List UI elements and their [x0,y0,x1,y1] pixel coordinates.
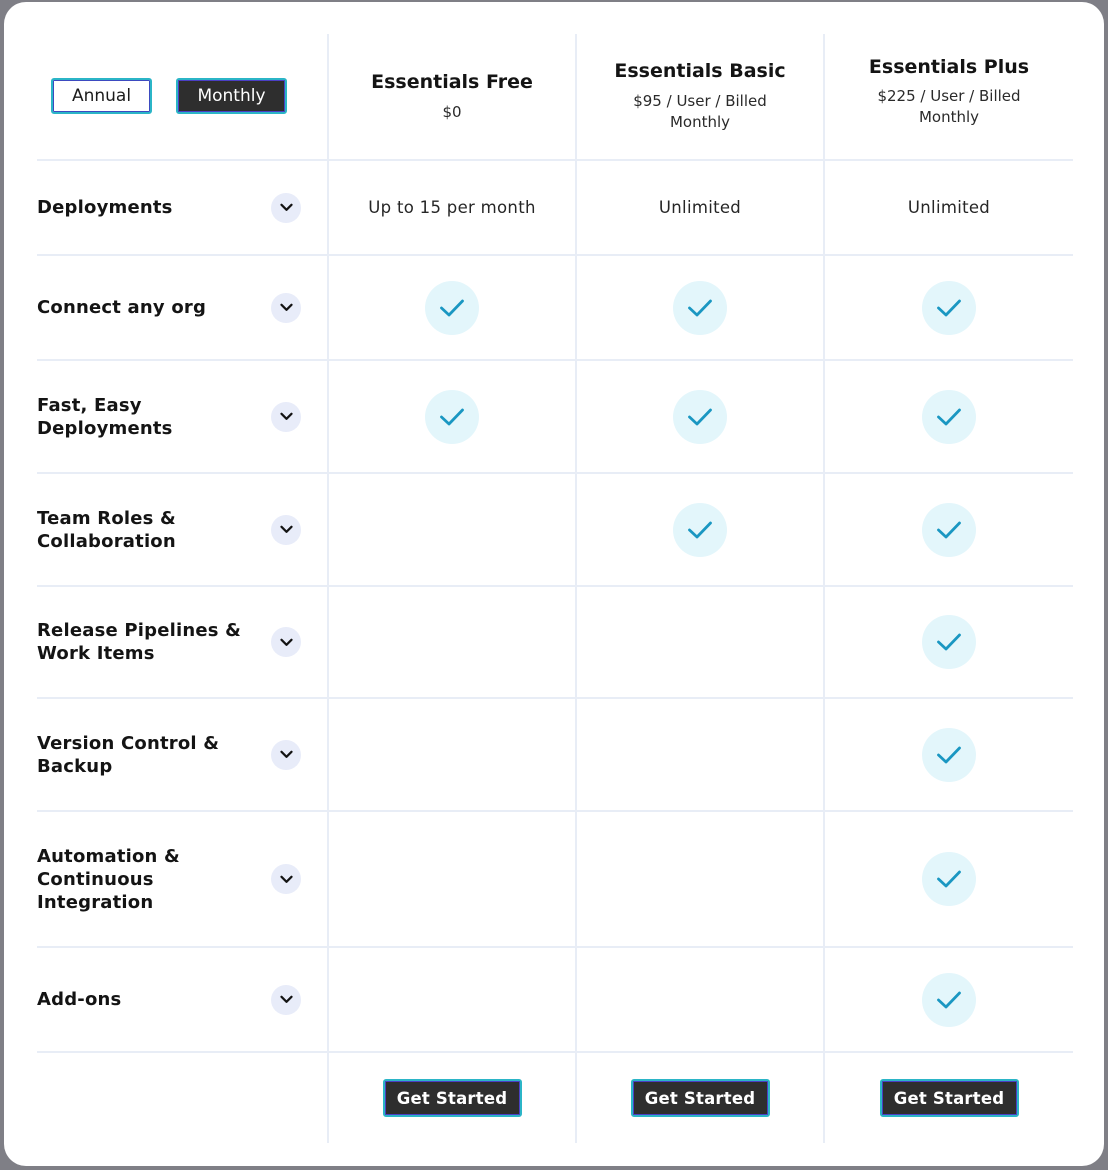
monthly-toggle-button[interactable]: Monthly [176,78,287,114]
plan-feature-cell [327,587,575,697]
plan-feature-cell [575,699,823,810]
feature-row [37,361,1073,474]
feature-label: Add-ons [37,989,122,1010]
feature-label: Deployments [37,197,173,218]
plan-feature-cell [327,256,575,359]
feature-row [37,474,1073,587]
plan-feature-cell [327,161,575,254]
check-icon [922,503,976,557]
chevron-down-icon[interactable] [271,864,301,894]
annual-toggle-button[interactable]: Annual [51,78,152,114]
plan-name: Essentials Basic [614,60,786,82]
feature-label: Version Control & Backup [37,732,220,777]
feature-label: Automation & Continuous Integration [37,845,180,913]
feature-row [37,948,1073,1053]
get-started-button-plus[interactable]: Get Started [880,1079,1019,1117]
plan-header-free [327,34,575,159]
check-icon [673,281,727,335]
feature-value: Up to 15 per month [368,198,536,217]
plan-feature-cell [575,812,823,946]
plan-feature-cell [575,361,823,472]
plan-feature-cell [327,699,575,810]
check-icon [922,281,976,335]
plan-feature-cell [823,812,1073,946]
plan-price: $95 / User / Billed Monthly [633,92,767,131]
chevron-down-icon[interactable] [271,985,301,1015]
plan-feature-cell [575,161,823,254]
chevron-down-icon[interactable] [271,402,301,432]
plan-header-basic [575,34,823,159]
plan-name: Essentials Plus [868,55,1030,78]
pricing-card [4,2,1104,1166]
plan-feature-cell [823,587,1073,697]
feature-label: Connect any org [37,297,207,318]
plan-feature-cell [327,361,575,472]
feature-row [37,699,1073,812]
check-icon [922,390,976,444]
pricing-table [37,34,1073,1143]
plan-feature-cell [575,587,823,697]
plan-feature-cell [327,948,575,1051]
feature-label: Team Roles & Collaboration [37,507,176,552]
chevron-down-icon[interactable] [271,740,301,770]
feature-row [37,587,1073,699]
billing-toggle [37,34,327,159]
chevron-down-icon[interactable] [271,293,301,323]
check-icon [673,503,727,557]
feature-row [37,812,1073,948]
plan-feature-cell [327,812,575,946]
check-icon [922,728,976,782]
plan-feature-cell [823,474,1073,585]
check-icon [673,390,727,444]
plan-feature-cell [327,474,575,585]
plan-feature-cell [575,256,823,359]
plan-feature-cell [823,161,1073,254]
plan-header-plus [823,34,1073,159]
get-started-button-basic[interactable]: Get Started [631,1079,770,1117]
feature-label: Release Pipelines & Work Items [37,620,242,664]
feature-row [37,256,1073,361]
check-icon [425,390,479,444]
plan-feature-cell [823,361,1073,472]
plan-price: $0 [442,102,462,121]
chevron-down-icon[interactable] [271,193,301,223]
feature-label: Fast, Easy Deployments [37,394,173,439]
chevron-down-icon[interactable] [271,627,301,657]
plan-feature-cell [575,948,823,1051]
plan-feature-cell [823,256,1073,359]
plan-feature-cell [823,699,1073,810]
feature-value: Unlimited [658,198,742,217]
cta-row [37,1053,1073,1143]
plan-feature-cell [823,948,1073,1051]
feature-value: Unlimited [907,198,991,217]
chevron-down-icon[interactable] [271,515,301,545]
check-icon [922,973,976,1027]
feature-row [37,161,1073,256]
plan-feature-cell [575,474,823,585]
plan-price: $225 / User / Billed Monthly [877,86,1021,126]
check-icon [922,852,976,906]
check-icon [922,615,976,669]
get-started-button-free[interactable]: Get Started [383,1079,522,1117]
check-icon [425,281,479,335]
header-row [37,34,1073,161]
plan-name: Essentials Free [371,70,533,93]
